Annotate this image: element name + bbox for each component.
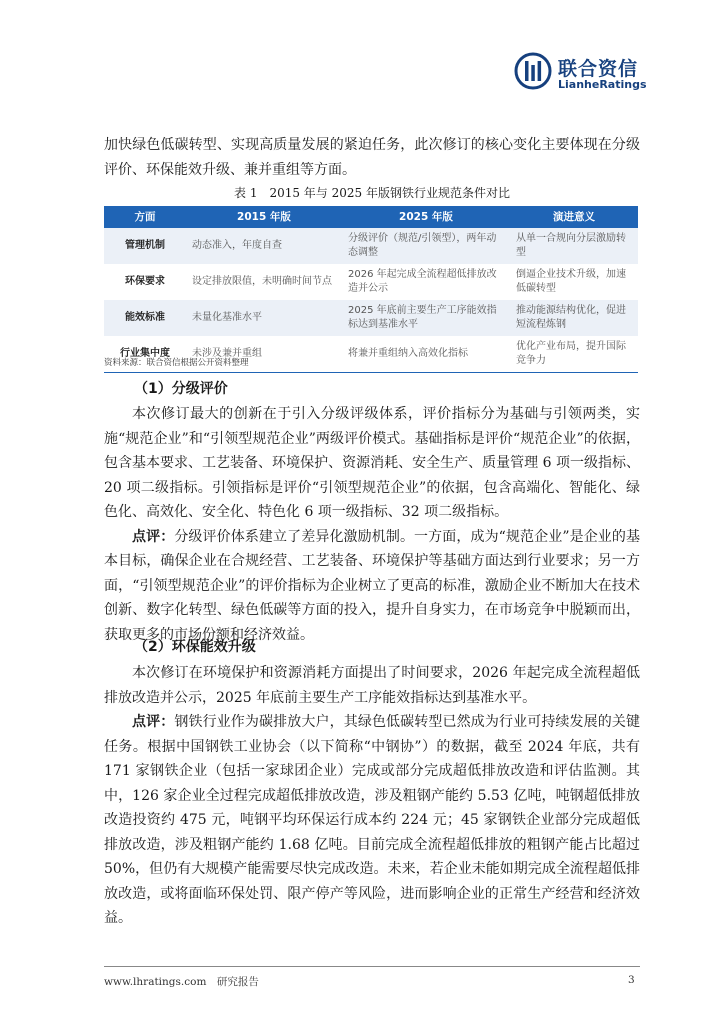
- section-tiered-evaluation: [104, 402, 640, 647]
- table-cell: 2026 年起完成全流程超低排放改造并公示: [342, 264, 510, 300]
- intro-paragraph: 加快绿色低碳转型、实现高质量发展的紧迫任务，此次修订的核心变化主要体现在分级评价、环保能效升级、兼并重组等方面。: [104, 137, 640, 178]
- section-heading-tiered-evaluation: （1）分级评价: [134, 381, 228, 397]
- page-number: 3: [628, 974, 635, 986]
- comment-paragraph: [104, 710, 640, 931]
- section-heading-environmental-upgrade: （2）环保能效升级: [134, 639, 256, 655]
- table-header-cell: 2025 年版: [342, 206, 510, 228]
- logo-english-name: LianheRatings: [558, 78, 647, 91]
- body-paragraph: 本次修订最大的创新在于引入分级评级体系，评价指标分为基础与引领两类，实施“规范企业”和“引领型规范企业”两级评价模式。基础指标是评价“规范企业”的依据，包含基本要求、工艺装备、环境保护、资源消耗、安全生产、质量管理 6 项一级指标、20 项二级指标。引领指标是评价“引领型规范企业”的依据，包含高端化、智能化、绿色化、高效化、安全化、特色化 6 项一级指标、32 项二级指标。: [104, 406, 640, 520]
- comparison-table: [104, 206, 638, 373]
- table-cell: 倒逼企业技术升级，加速低碳转型: [510, 264, 638, 300]
- comment-text: 钢铁行业作为碳排放大户，其绿色低碳转型已然成为行业可持续发展的关键任务。根据中国钢铁工业协会（以下简称“中钢协”）的数据，截至 2024 年底，共有 171 家钢铁企业（包括一家球团企业）完成或部分完成超低排放改造和评估监测。其中，126 家企业全过程完成超低排放改造，涉及粗钢产能约 5.53 亿吨，吨钢超低排放改造投资约 475 元，吨钢平均环保运行成本约 224 元；45 家钢铁企业部分完成超低排放改造，涉及粗钢产能约 1.68 亿吨。目前完成全流程超低排放的粗钢产能占比超过 50%，但仍有大规模产能需要尽快完成改造。未来，若企业未能如期完成全流程超低排放改造，或将面临环保处罚、限产停产等风险，进而影响企业的正常生产经营和经济效益。: [104, 714, 640, 926]
- table-cell: 分级评价（规范/引领型），两年动态调整: [342, 228, 510, 264]
- table-cell: 未涉及兼并重组: [186, 336, 342, 373]
- table-source-note: 资料来源：联合资信根据公开资料整理: [104, 358, 249, 368]
- section-environmental-upgrade: [104, 661, 640, 931]
- table-cell: 2025 年底前主要生产工序能效指标达到基准水平: [342, 300, 510, 336]
- table-header-cell: 方面: [104, 206, 186, 228]
- lianhe-logo-icon: [514, 52, 552, 90]
- comment-paragraph: [104, 525, 640, 648]
- company-logo: [514, 52, 649, 94]
- body-paragraph: 本次修订在环境保护和资源消耗方面提出了时间要求，2026 年起完成全流程超低排放改造并公示，2025 年底前主要生产工序能效指标达到基准水平。: [104, 665, 640, 706]
- table-cell: 行业集中度: [104, 336, 186, 373]
- table-header-cell: 演进意义: [510, 206, 638, 228]
- table-cell: 优化产业布局，提升国际竞争力: [510, 336, 638, 373]
- comment-label: 点评：: [132, 714, 175, 730]
- table-cell: 动态准入，年度自查: [186, 228, 342, 264]
- table-cell: 未量化基准水平: [186, 300, 342, 336]
- footer-website: www.lhratings.com 研究报告: [104, 976, 259, 988]
- table-caption: 表 1 2015 年与 2025 年版钢铁行业规范条件对比: [234, 186, 510, 200]
- footer-divider: [104, 966, 640, 967]
- comment-label: 点评：: [132, 528, 175, 545]
- table-row: [104, 300, 638, 336]
- table-cell: 推动能源结构优化，促进短流程炼钢: [510, 300, 638, 336]
- comment-text: 分级评价体系建立了差异化激励机制。一方面，成为“规范企业”是企业的基本目标，确保企业在合规经营、工艺装备、环境保护等基础方面达到行业要求；另一方面，“引领型规范企业”的评价指标为企业树立了更高的标准，激励企业不断加大在技术创新、数字化转型、绿色低碳等方面的投入，提升自身实力，在市场竞争中脱颖而出，获取更多的市场份额和经济效益。: [104, 528, 641, 643]
- table-cell: 设定排放限值，未明确时间节点: [186, 264, 342, 300]
- logo-chinese-name: 联合资信: [558, 58, 639, 80]
- table-cell: 能效标准: [104, 300, 186, 336]
- table-row: [104, 228, 638, 264]
- table-row: [104, 264, 638, 300]
- table-cell: 管理机制: [104, 228, 186, 264]
- table-header-row: [104, 206, 638, 228]
- table-cell: 环保要求: [104, 264, 186, 300]
- table-cell: 将兼并重组纳入高效化指标: [342, 336, 510, 373]
- table-header-cell: 2015 年版: [186, 206, 342, 228]
- table-cell: 从单一合规向分层激励转型: [510, 228, 638, 264]
